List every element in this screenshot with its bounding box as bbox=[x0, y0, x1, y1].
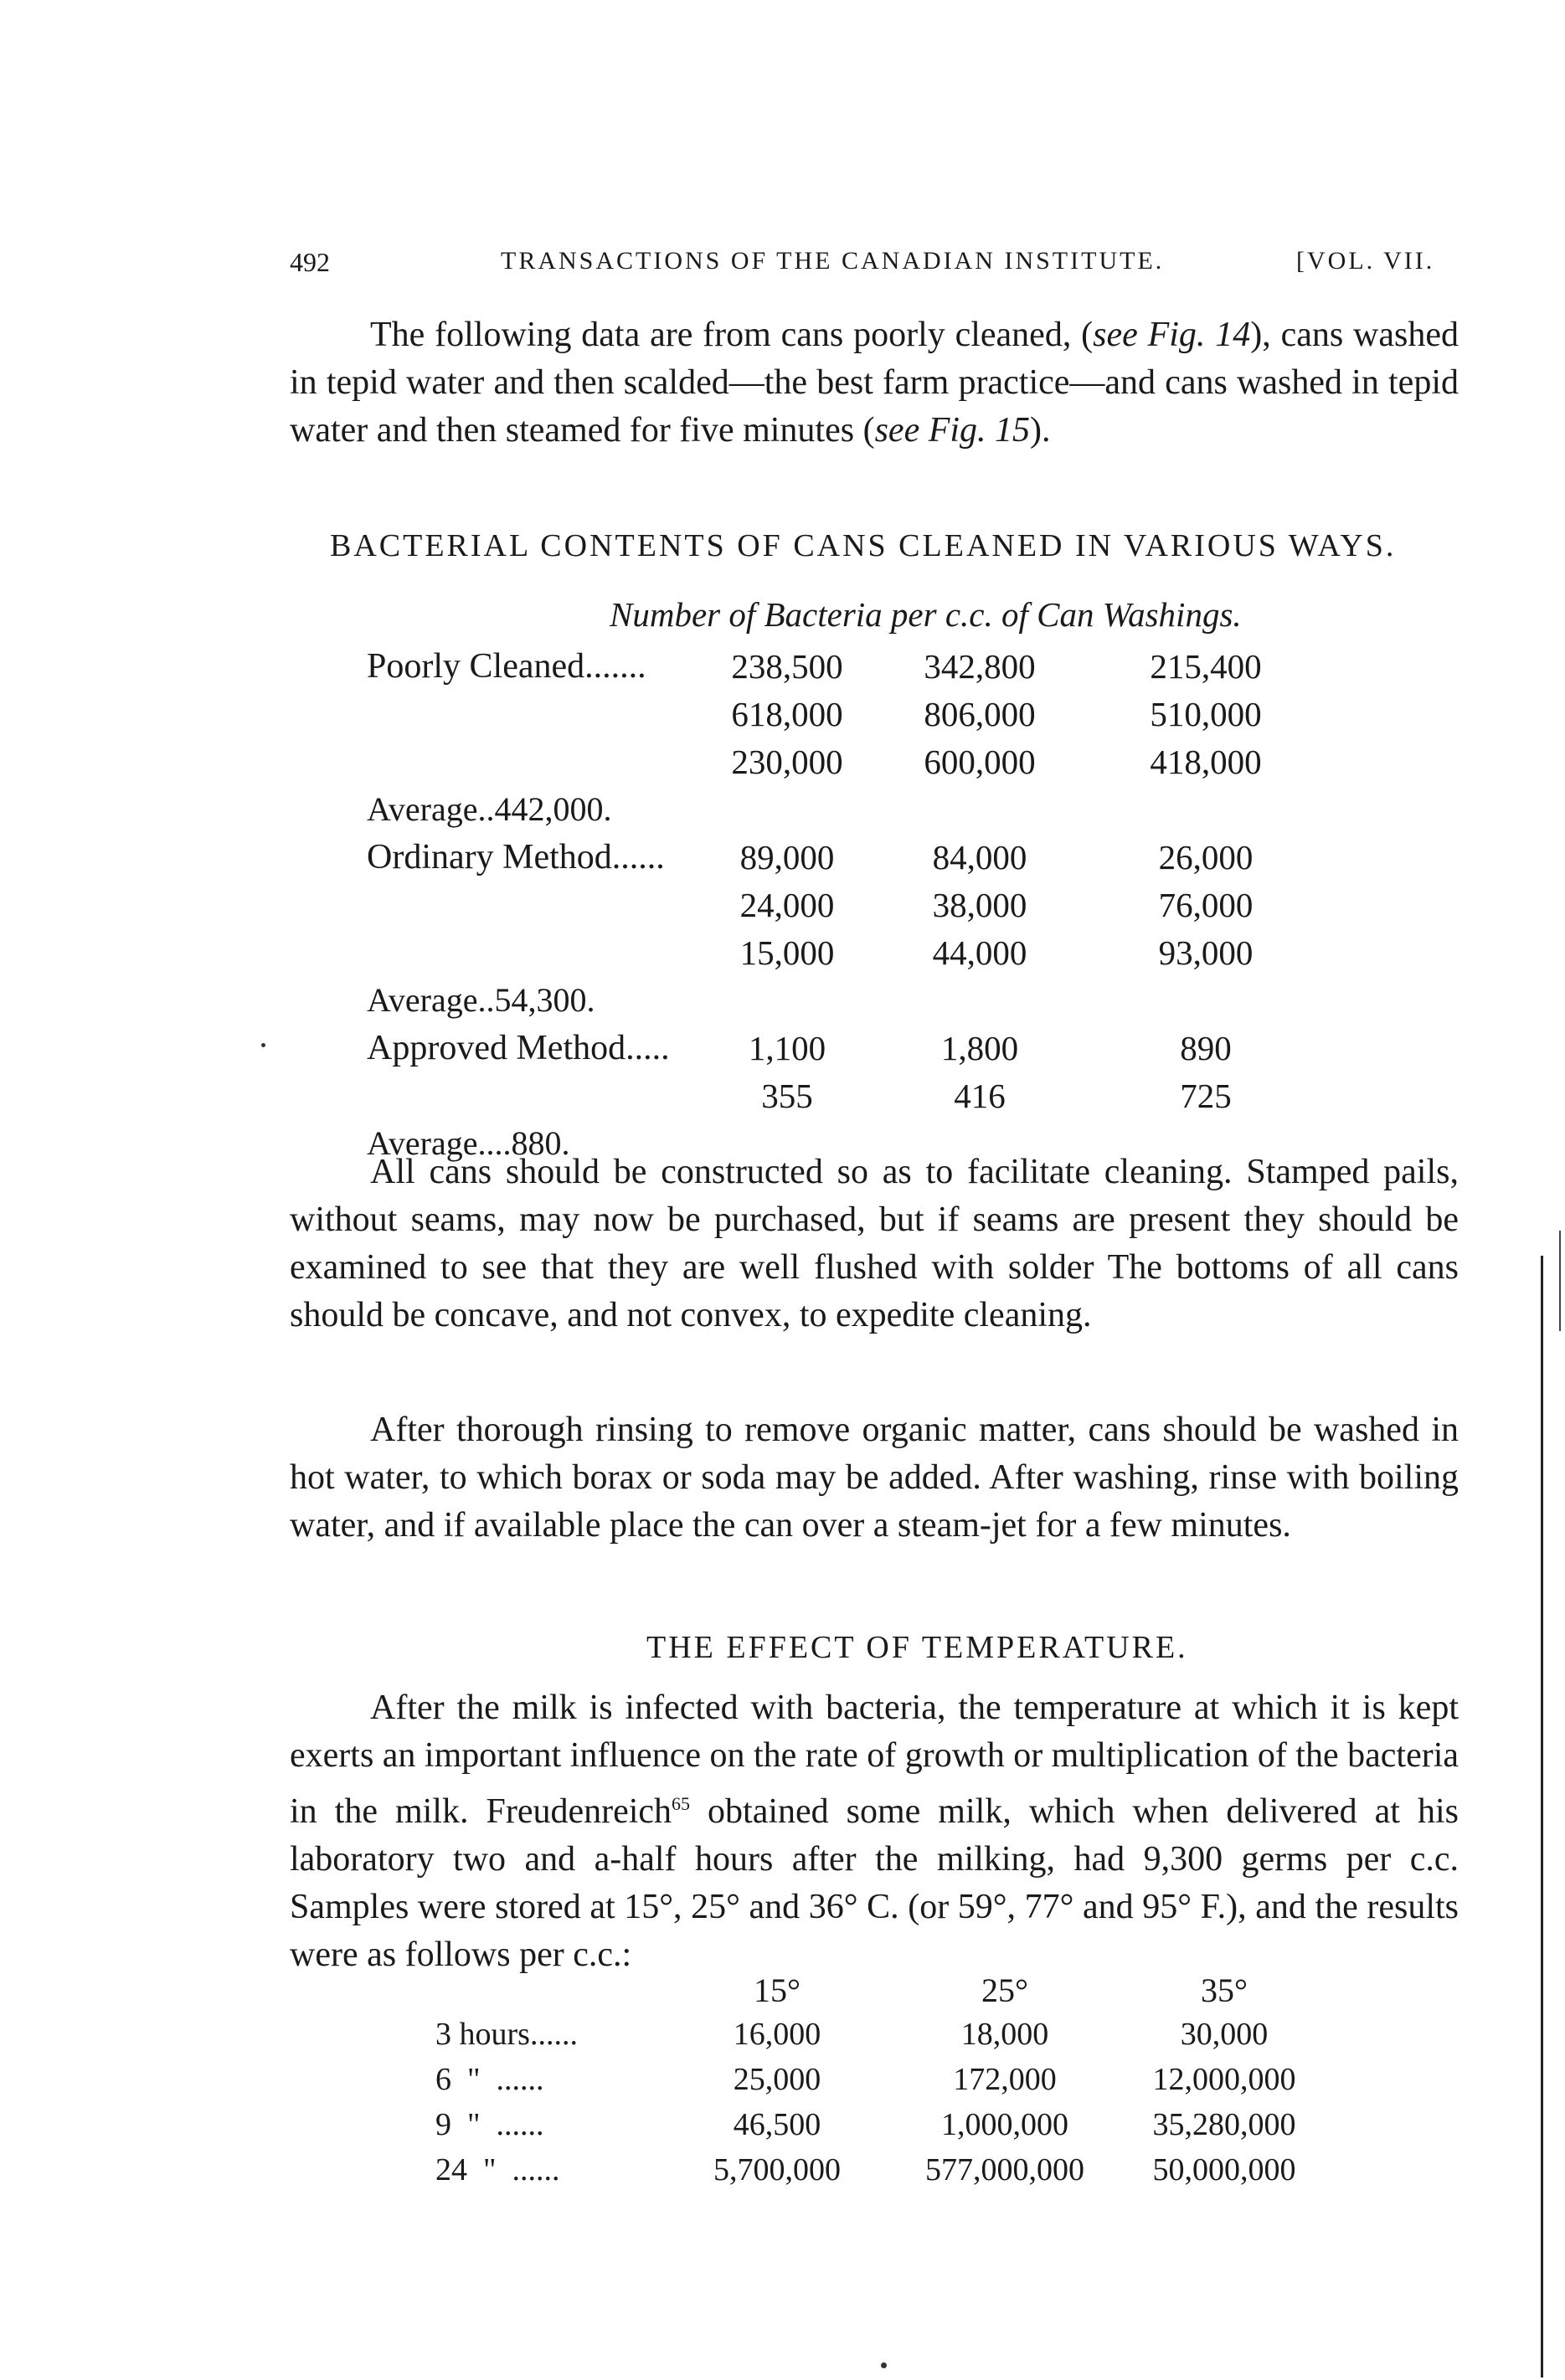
temperature-column-header: 15° bbox=[754, 1971, 801, 2009]
table-cell: 26,000 bbox=[1158, 838, 1254, 876]
fig-ref-14: see Fig. 14 bbox=[1093, 316, 1251, 354]
paragraph-cans bbox=[290, 1149, 1459, 1339]
table-cell: 418,000 bbox=[1150, 743, 1262, 781]
temperature-cell: 1,000,000 bbox=[941, 2107, 1068, 2142]
method-label: Ordinary Method...... bbox=[367, 838, 665, 876]
average-label: Average..442,000. bbox=[367, 790, 612, 828]
temperature-cell: 12,000,000 bbox=[1152, 2062, 1296, 2097]
temperature-column-header: 25° bbox=[981, 1971, 1028, 2009]
temperature-cell: 50,000,000 bbox=[1152, 2152, 1296, 2187]
table-cell: 38,000 bbox=[932, 886, 1027, 924]
table-cell: 238,500 bbox=[731, 647, 843, 686]
page-number: 492 bbox=[290, 247, 330, 277]
fig-ref-15: see Fig. 15 bbox=[874, 411, 1031, 450]
table-subheading: Number of Bacteria per c.c. of Can Washings. bbox=[610, 595, 1242, 634]
paragraph-rinse-text: After thorough rinsing to remove organic matter, cans should be washed in hot water, to which borax or soda may be added. After washing, rinse with boiling water, and if available place the can over a steam-jet for a few minutes. bbox=[290, 1411, 1459, 1545]
table-cell: 84,000 bbox=[932, 838, 1027, 876]
volume-label: [VOL. VII. bbox=[1296, 247, 1435, 275]
speck-mark bbox=[881, 2362, 887, 2368]
time-label: 24 " ...... bbox=[435, 2152, 560, 2187]
table-cell: 416 bbox=[954, 1077, 1006, 1115]
table-cell: 725 bbox=[1180, 1077, 1232, 1115]
paragraph-cans-text: All cans should be constructed so as to facilitate cleaning. Stamped pails, without seams, may now be purchased, but if seams are present they should be examined to see that they are well flushed with solder The bottoms of all cans should be concave, and not convex, to expedite cleaning. bbox=[290, 1153, 1459, 1334]
paragraph-temperature bbox=[290, 1684, 1459, 1979]
temperature-cell: 25,000 bbox=[733, 2062, 821, 2097]
table-cell: 342,800 bbox=[924, 647, 1036, 686]
temperature-cell: 46,500 bbox=[733, 2107, 821, 2142]
table-cell: 618,000 bbox=[731, 695, 843, 733]
running-title: TRANSACTIONS OF THE CANADIAN INSTITUTE. bbox=[501, 247, 1165, 275]
temperature-cell: 35,280,000 bbox=[1152, 2107, 1296, 2142]
table-cell: 600,000 bbox=[924, 743, 1036, 781]
table-cell: 76,000 bbox=[1158, 886, 1254, 924]
speck-mark bbox=[261, 1043, 265, 1047]
section-title-temperature: THE EFFECT OF TEMPERATURE. bbox=[646, 1630, 1188, 1665]
table-cell: 510,000 bbox=[1150, 695, 1262, 733]
temperature-cell: 577,000,000 bbox=[925, 2152, 1084, 2187]
method-label: Approved Method..... bbox=[367, 1029, 670, 1067]
table-cell: 806,000 bbox=[924, 695, 1036, 733]
temperature-text-b: obtained some milk, which when delivered at his laboratory two and a-half hours after the milking, had 9,300 germs per c.c. Samples were stored at 15°, 25° and 36° C. (or 59°, 77° and 95° F.), and the results were as follows per c.c.: bbox=[290, 1792, 1459, 1974]
temperature-cell: 5,700,000 bbox=[713, 2152, 841, 2187]
table-cell: 24,000 bbox=[739, 886, 835, 924]
time-label: 3 hours...... bbox=[435, 2017, 578, 2052]
table-cell: 890 bbox=[1180, 1029, 1232, 1067]
average-label: Average....880. bbox=[367, 1124, 570, 1162]
intro-paragraph bbox=[290, 311, 1459, 455]
table-cell: 44,000 bbox=[932, 933, 1027, 972]
temperature-text-a: After the milk is infected with bacteria, the temperature at which it is kept exerts an important influence on the rate of growth or multiplication of the bacteria in the milk. Freudenreich bbox=[290, 1689, 1459, 1831]
table-cell: 230,000 bbox=[731, 743, 843, 781]
table-cell: 1,100 bbox=[748, 1029, 826, 1067]
paragraph-rinse bbox=[290, 1406, 1459, 1550]
time-label: 6 " ...... bbox=[435, 2062, 544, 2097]
table-cell: 215,400 bbox=[1150, 647, 1262, 686]
temperature-cell: 172,000 bbox=[953, 2062, 1057, 2097]
intro-text-b: ), cans washed in tepid water and then scalded—the best farm practice—and cans washed in tepid water and then steamed for five minutes ( bbox=[290, 316, 1459, 450]
temperature-column-header: 35° bbox=[1201, 1971, 1248, 2009]
temperature-cell: 18,000 bbox=[960, 2017, 1049, 2052]
table-cell: 355 bbox=[761, 1077, 813, 1115]
intro-text-a: The following data are from cans poorly cleaned, ( bbox=[370, 316, 1094, 354]
table-cell: 89,000 bbox=[739, 838, 835, 876]
table-cell: 15,000 bbox=[739, 933, 835, 972]
intro-text-c: ). bbox=[1030, 411, 1051, 450]
temperature-cell: 16,000 bbox=[733, 2017, 821, 2052]
section-title-bacterial-contents: BACTERIAL CONTENTS OF CANS CLEANED IN VARIOUS WAYS. bbox=[330, 528, 1397, 563]
temperature-cell: 30,000 bbox=[1180, 2017, 1269, 2052]
margin-rule-short bbox=[1559, 1231, 1561, 1331]
margin-rule bbox=[1541, 1256, 1543, 2377]
average-label: Average..54,300. bbox=[367, 981, 595, 1019]
method-label: Poorly Cleaned....... bbox=[367, 647, 646, 686]
time-label: 9 " ...... bbox=[435, 2107, 544, 2142]
footnote-ref: 65 bbox=[672, 1793, 691, 1814]
table-cell: 1,800 bbox=[940, 1029, 1019, 1067]
table-cell: 93,000 bbox=[1158, 933, 1254, 972]
